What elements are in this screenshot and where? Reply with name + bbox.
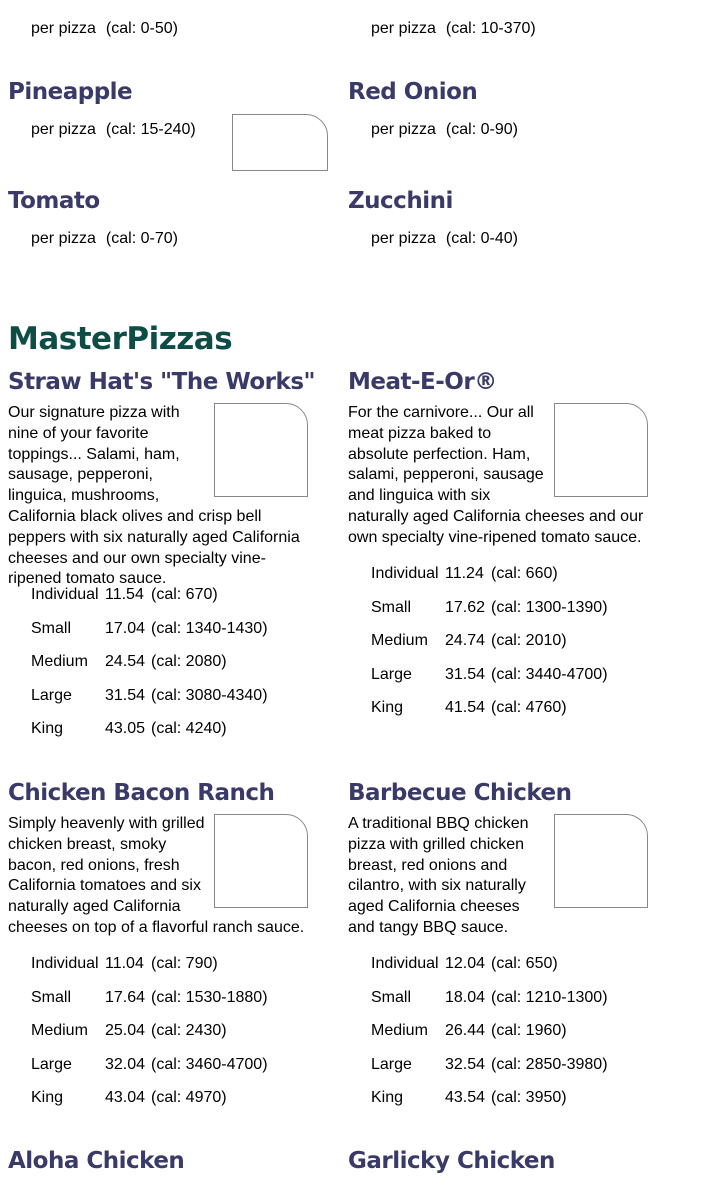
topping-image-placeholder — [232, 114, 328, 171]
pizza-title-the-works: Straw Hat's "The Works" — [8, 369, 315, 395]
pizza-description: Our signature pizza with nine of your favorite toppings... Salami, ham, sausage, pepperoni, linguica, mushrooms, California black olives and crisp bell peppers with six naturally aged California cheeses and our own specialty vine-ripened tomato sauce. — [8, 403, 313, 590]
section-title: MasterPizzas — [8, 321, 233, 357]
pizza-image-placeholder — [554, 814, 648, 908]
pizza-title-aloha-chicken: Aloha Chicken — [8, 1148, 185, 1174]
pizza-description: For the carnivore... Our all meat pizza baked to absolute perfection. Ham, salami, pepperoni, sausage and linguica with six naturally aged California cheeses and our own specialty vine-ripened tomato sauce. — [348, 403, 653, 549]
topping-per-pizza: per pizza (cal: 10-370) — [371, 20, 536, 37]
pizza-title-chicken-bacon-ranch: Chicken Bacon Ranch — [8, 780, 275, 806]
topping-title-red-onion: Red Onion — [348, 79, 478, 105]
topping-title-pineapple: Pineapple — [8, 79, 133, 105]
pizza-title-meat-e-or: Meat-E-Or® — [348, 369, 497, 395]
topping-per-pizza: per pizza (cal: 0-50) — [31, 20, 178, 37]
pizza-image-placeholder — [214, 403, 308, 497]
topping-per-pizza: per pizza (cal: 0-90) — [371, 121, 518, 138]
pizza-title-barbecue-chicken: Barbecue Chicken — [348, 780, 572, 806]
topping-per-pizza: per pizza (cal: 15-240) — [31, 121, 196, 138]
topping-per-pizza: per pizza (cal: 0-70) — [31, 230, 178, 247]
pizza-title-garlicky-chicken: Garlicky Chicken — [348, 1148, 555, 1174]
topping-per-pizza: per pizza (cal: 0-40) — [371, 230, 518, 247]
pizza-description: A traditional BBQ chicken pizza with grilled chicken breast, red onions and cilantro, with six naturally aged California cheeses and tangy BBQ sauce. — [348, 814, 653, 939]
pizza-description: Simply heavenly with grilled chicken breast, smoky bacon, red onions, fresh California tomatoes and six naturally aged California cheeses on top of a flavorful ranch sauce. — [8, 814, 313, 939]
topping-title-zucchini: Zucchini — [348, 188, 453, 214]
pizza-image-placeholder — [554, 403, 648, 497]
topping-title-tomato: Tomato — [8, 188, 100, 214]
pizza-image-placeholder — [214, 814, 308, 908]
